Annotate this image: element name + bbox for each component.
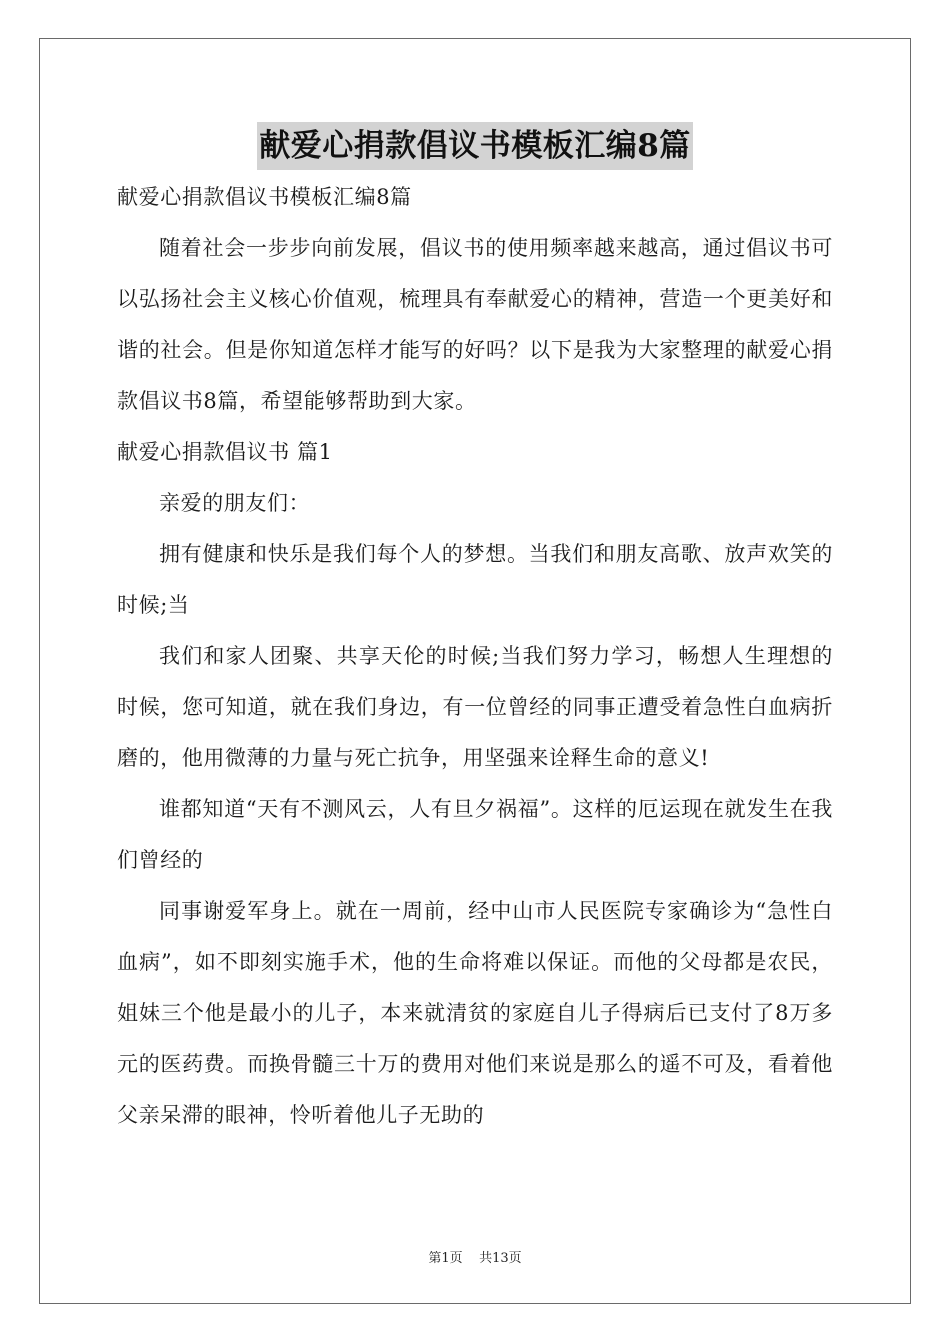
document-body [117, 172, 833, 1141]
document-title: 献爱心捐款倡议书模板汇编8篇 [257, 122, 693, 170]
paragraph: 亲爱的朋友们： [159, 491, 311, 515]
page-number: 第1页 共13页 [428, 1251, 522, 1266]
title-container [0, 122, 950, 170]
paragraph: 谁都知道“天有不测风云，人有旦夕祸福”。这样的厄运现在就发生在我们曾经的 [117, 797, 833, 872]
paragraph: 随着社会一步步向前发展，倡议书的使用频率越来越高，通过倡议书可以弘扬社会主义核心价值观，梳理具有奉献爱心的精神，营造一个更美好和谐的社会。但是你知道怎样才能写的好吗？以下是我为大家整理的献爱心捐款倡议书8篇，希望能够帮助到大家。 [117, 236, 833, 413]
paragraph: 我们和家人团聚、共享天伦的时候;当我们努力学习，畅想人生理想的时候，您可知道，就在我们身边，有一位曾经的同事正遭受着急性白血病折磨的，他用微薄的力量与死亡抗争，用坚强来诠释生命的意义! [117, 644, 833, 770]
page-footer [0, 1247, 950, 1266]
paragraph: 拥有健康和快乐是我们每个人的梦想。当我们和朋友高歌、放声欢笑的时候;当 [117, 542, 833, 617]
paragraph: 献爱心捐款倡议书 篇1 [117, 440, 333, 464]
paragraph: 献爱心捐款倡议书模板汇编8篇 [117, 185, 412, 209]
paragraph: 同事谢爱军身上。就在一周前，经中山市人民医院专家确诊为“急性白血病”，如不即刻实施手术，他的生命将难以保证。而他的父母都是农民，姐妹三个他是最小的儿子，本来就清贫的家庭自儿子得病后已支付了8万多元的医药费。而换骨髓三十万的费用对他们来说是那么的遥不可及，看着他父亲呆滞的眼神，怜听着他儿子无助的 [117, 899, 833, 1127]
